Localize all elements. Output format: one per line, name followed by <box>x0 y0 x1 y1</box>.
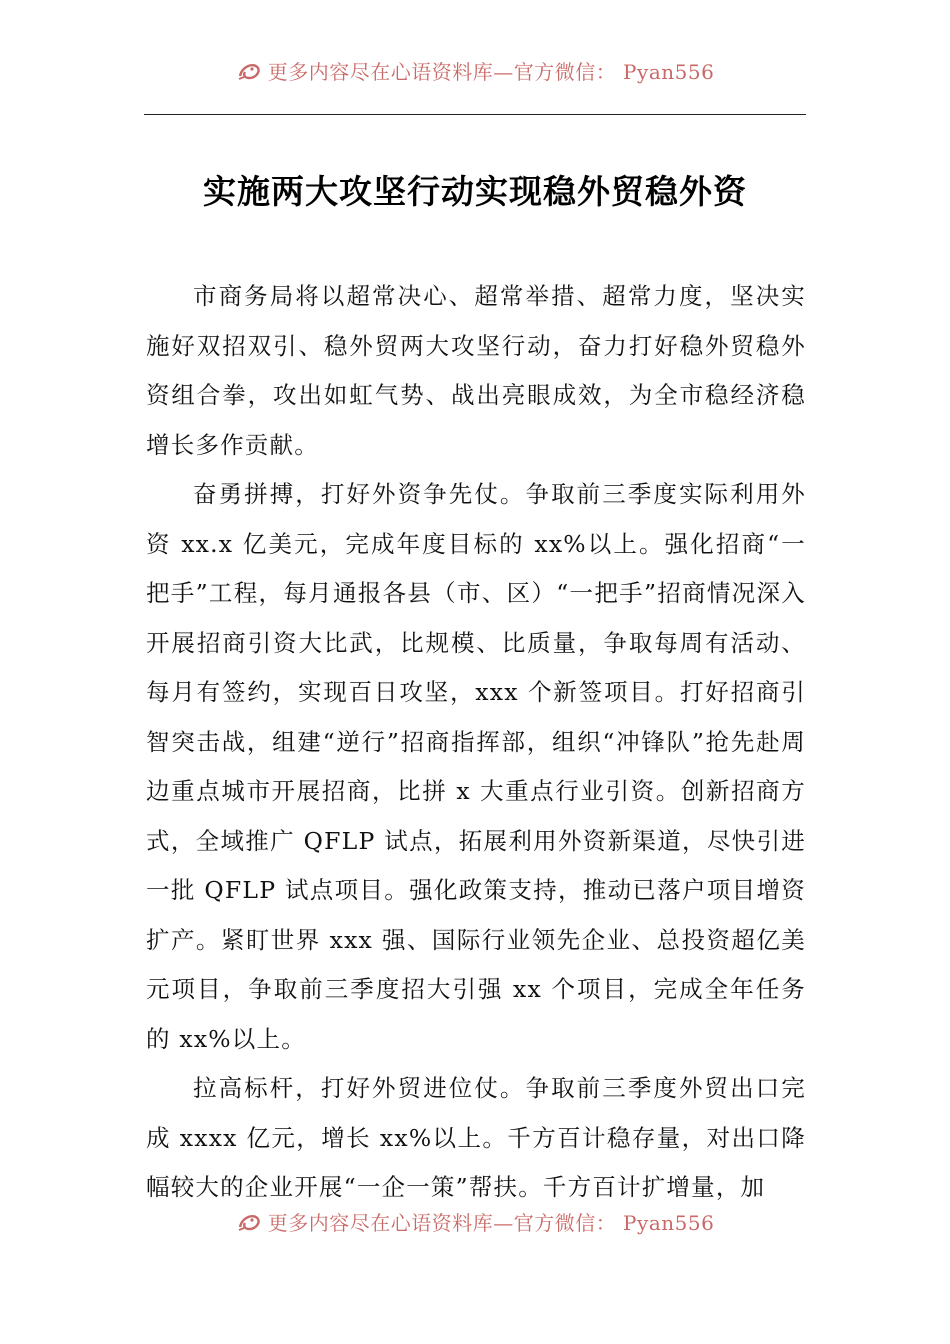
watermark-text: 更多内容尽在心语资料库—官方微信： Pyan556 <box>267 1211 715 1235</box>
paragraph-intro: 市商务局将以超常决心、超常举措、超常力度，坚决实施好双招双引、稳外贸两大攻坚行动，奋力打好稳外贸稳外资组合拳，攻出如虹气势、战出亮眼成效，为全市稳经济稳增长多作贡献。 <box>146 282 806 459</box>
fish-swirl-logo-icon <box>236 58 262 84</box>
header-watermark <box>0 56 950 85</box>
paragraph-foreign-investment: 奋勇拼搏，打好外资争先仗。争取前三季度实际利用外资 xx.x 亿美元，完成年度目标的 xx%以上。强化招商“一把手”工程，每月通报各县（市、区）“一把手”招商情况深入开展招商引资大比武，比规模、比质量，争取每周有活动、每月有签约，实现百日攻坚，xxx 个新签项目。打好招商引智突击战，组建“逆行”招商指挥部，组织“冲锋队”抢先赴周边重点城市开展招商，比拼 x 大重点行业引资。创新招商方式，全域推广 QFLP 试点，拓展利用外资新渠道，尽快引进一批 QFLP 试点项目。强化政策支持，推动已落户项目增资扩产。紧盯世界 xxx 强、国际行业领先企业、总投资超亿美元项目，争取前三季度招大引强 xx 个项目，完成全年任务的 xx%以上。 <box>146 480 806 1053</box>
fish-swirl-logo-icon <box>236 1209 262 1235</box>
paragraph-foreign-trade: 拉高标杆，打好外贸进位仗。争取前三季度外贸出口完成 xxxx 亿元，增长 xx%以上。千方百计稳存量，对出口降幅较大的企业开展“一企一策”帮扶。千方百计扩增量，加 <box>146 1074 806 1201</box>
footer-watermark <box>0 1207 950 1236</box>
header-rule <box>144 114 806 115</box>
document-title: 实施两大攻坚行动实现稳外贸稳外资 <box>203 172 747 211</box>
document-body <box>146 272 806 1213</box>
watermark-text: 更多内容尽在心语资料库—官方微信： Pyan556 <box>267 60 715 84</box>
